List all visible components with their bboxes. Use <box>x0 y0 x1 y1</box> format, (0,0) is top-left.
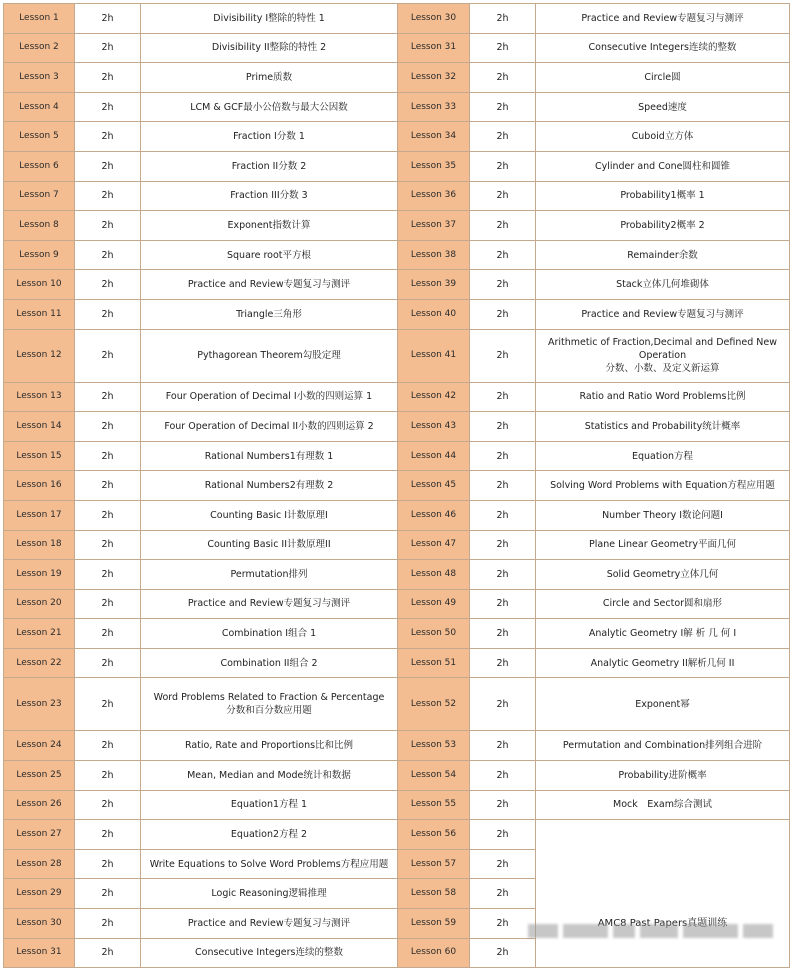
lesson-number-cell: Lesson 35 <box>398 151 470 181</box>
lesson-topic-cell: Four Operation of Decimal I小数的四则运算 1 <box>141 382 398 412</box>
lesson-number-cell: Lesson 37 <box>398 211 470 241</box>
lesson-number-cell: Lesson 38 <box>398 240 470 270</box>
lesson-hours-cell: 2h <box>470 560 536 590</box>
lesson-hours-cell: 2h <box>470 619 536 649</box>
lesson-hours-cell: 2h <box>75 790 141 820</box>
lesson-hours-cell: 2h <box>470 382 536 412</box>
table-row <box>4 4 790 34</box>
lesson-topic-cell: Equation1方程 1 <box>141 790 398 820</box>
lesson-topic-cell: Analytic Geometry I解 析 几 何 I <box>536 619 790 649</box>
lesson-topic-cell: Probability2概率 2 <box>536 211 790 241</box>
lesson-hours-cell: 2h <box>75 619 141 649</box>
lesson-topic-cell: Cuboid立方体 <box>536 122 790 152</box>
lesson-hours-cell: 2h <box>470 500 536 530</box>
lesson-topic-cell: Practice and Review专题复习与测评 <box>536 4 790 34</box>
lesson-hours-cell: 2h <box>75 849 141 879</box>
lesson-hours-cell: 2h <box>470 122 536 152</box>
lesson-topic-cell: Exponent幂 <box>536 678 790 731</box>
lesson-hours-cell: 2h <box>75 151 141 181</box>
lesson-topic-cell: Circle圆 <box>536 63 790 93</box>
table-row <box>4 678 790 731</box>
lesson-topic-cell: Equation方程 <box>536 441 790 471</box>
lesson-topic-cell: Pythagorean Theorem勾股定理 <box>141 329 398 382</box>
lesson-number-cell: Lesson 31 <box>398 33 470 63</box>
lesson-number-cell: Lesson 5 <box>4 122 75 152</box>
lesson-hours-cell: 2h <box>470 820 536 850</box>
table-row <box>4 122 790 152</box>
lesson-hours-cell: 2h <box>470 299 536 329</box>
lesson-topic-cell: Mock Exam综合测试 <box>536 790 790 820</box>
lesson-hours-cell: 2h <box>75 181 141 211</box>
lesson-number-cell: Lesson 49 <box>398 589 470 619</box>
lesson-topic-cell: Four Operation of Decimal II小数的四则运算 2 <box>141 412 398 442</box>
lesson-number-cell: Lesson 23 <box>4 678 75 731</box>
lesson-hours-cell: 2h <box>75 33 141 63</box>
lesson-topic-cell: Practice and Review专题复习与测评 <box>141 270 398 300</box>
lesson-topic-cell: Square root平方根 <box>141 240 398 270</box>
lesson-number-cell: Lesson 46 <box>398 500 470 530</box>
lesson-hours-cell: 2h <box>75 412 141 442</box>
table-row <box>4 820 790 850</box>
lesson-topic-cell: Counting Basic I计数原理I <box>141 500 398 530</box>
lesson-hours-cell: 2h <box>75 500 141 530</box>
lesson-hours-cell: 2h <box>75 648 141 678</box>
lesson-number-cell: Lesson 26 <box>4 790 75 820</box>
lesson-hours-cell: 2h <box>470 909 536 939</box>
table-row <box>4 731 790 761</box>
lesson-number-cell: Lesson 3 <box>4 63 75 93</box>
lesson-number-cell: Lesson 20 <box>4 589 75 619</box>
lesson-number-cell: Lesson 45 <box>398 471 470 501</box>
lesson-number-cell: Lesson 24 <box>4 731 75 761</box>
lesson-number-cell: Lesson 18 <box>4 530 75 560</box>
lesson-hours-cell: 2h <box>470 33 536 63</box>
table-row <box>4 299 790 329</box>
lesson-hours-cell: 2h <box>470 471 536 501</box>
lesson-topic-cell: Remainder余数 <box>536 240 790 270</box>
lesson-topic-cell: Practice and Review专题复习与测评 <box>141 909 398 939</box>
lesson-hours-cell: 2h <box>470 329 536 382</box>
table-row <box>4 619 790 649</box>
lesson-hours-cell: 2h <box>75 879 141 909</box>
lesson-number-cell: Lesson 33 <box>398 92 470 122</box>
lesson-hours-cell: 2h <box>470 938 536 968</box>
lesson-topic-cell: Plane Linear Geometry平面几何 <box>536 530 790 560</box>
lesson-hours-cell: 2h <box>75 678 141 731</box>
lesson-hours-cell: 2h <box>470 92 536 122</box>
lesson-hours-cell: 2h <box>470 240 536 270</box>
lesson-hours-cell: 2h <box>470 4 536 34</box>
lesson-hours-cell: 2h <box>470 211 536 241</box>
lesson-topic-cell: Permutation and Combination排列组合进阶 <box>536 731 790 761</box>
lesson-hours-cell: 2h <box>75 63 141 93</box>
lesson-hours-cell: 2h <box>470 648 536 678</box>
lesson-number-cell: Lesson 6 <box>4 151 75 181</box>
lesson-hours-cell: 2h <box>75 211 141 241</box>
lesson-topic-cell: Number Theory I数论问题I <box>536 500 790 530</box>
lesson-hours-cell: 2h <box>75 441 141 471</box>
lesson-hours-cell: 2h <box>470 589 536 619</box>
lesson-number-cell: Lesson 31 <box>4 938 75 968</box>
lesson-topic-cell: LCM & GCF最小公倍数与最大公因数 <box>141 92 398 122</box>
lesson-hours-cell: 2h <box>470 441 536 471</box>
lesson-topic-cell: Rational Numbers1有理数 1 <box>141 441 398 471</box>
lesson-number-cell: Lesson 47 <box>398 530 470 560</box>
lesson-topic-cell: Probability进阶概率 <box>536 761 790 791</box>
lesson-number-cell: Lesson 28 <box>4 849 75 879</box>
table-row <box>4 471 790 501</box>
lesson-number-cell: Lesson 1 <box>4 4 75 34</box>
lesson-topic-cell: Consecutive Integers连续的整数 <box>141 938 398 968</box>
schedule-body <box>4 4 790 968</box>
lesson-topic-cell: Practice and Review专题复习与测评 <box>141 589 398 619</box>
lesson-hours-cell: 2h <box>75 92 141 122</box>
lesson-hours-cell: 2h <box>75 270 141 300</box>
lesson-number-cell: Lesson 2 <box>4 33 75 63</box>
lesson-hours-cell: 2h <box>470 849 536 879</box>
lesson-number-cell: Lesson 52 <box>398 678 470 731</box>
lesson-hours-cell: 2h <box>75 471 141 501</box>
lesson-number-cell: Lesson 9 <box>4 240 75 270</box>
lesson-number-cell: Lesson 55 <box>398 790 470 820</box>
lesson-number-cell: Lesson 12 <box>4 329 75 382</box>
table-row <box>4 560 790 590</box>
lesson-topic-cell: Word Problems Related to Fraction & Percentage 分数和百分数应用题 <box>141 678 398 731</box>
lesson-number-cell: Lesson 30 <box>398 4 470 34</box>
lesson-topic-cell: Logic Reasoning逻辑推理 <box>141 879 398 909</box>
lesson-number-cell: Lesson 16 <box>4 471 75 501</box>
lesson-topic-cell: Ratio and Ratio Word Problems比例 <box>536 382 790 412</box>
lesson-number-cell: Lesson 53 <box>398 731 470 761</box>
lesson-number-cell: Lesson 7 <box>4 181 75 211</box>
lesson-topic-cell: Divisibility I整除的特性 1 <box>141 4 398 34</box>
lesson-number-cell: Lesson 59 <box>398 909 470 939</box>
table-row <box>4 33 790 63</box>
lesson-number-cell: Lesson 39 <box>398 270 470 300</box>
lesson-number-cell: Lesson 27 <box>4 820 75 850</box>
lesson-hours-cell: 2h <box>470 879 536 909</box>
table-row <box>4 500 790 530</box>
lesson-number-cell: Lesson 4 <box>4 92 75 122</box>
lesson-topic-cell: Solid Geometry立体几何 <box>536 560 790 590</box>
lesson-topic-cell: Arithmetic of Fraction,Decimal and Defined New Operation 分数、小数、及定义新运算 <box>536 329 790 382</box>
lesson-hours-cell: 2h <box>470 181 536 211</box>
lesson-topic-cell: Triangle三角形 <box>141 299 398 329</box>
lesson-number-cell: Lesson 11 <box>4 299 75 329</box>
lesson-topic-cell: Rational Numbers2有理数 2 <box>141 471 398 501</box>
table-row <box>4 761 790 791</box>
lesson-number-cell: Lesson 44 <box>398 441 470 471</box>
lesson-hours-cell: 2h <box>470 270 536 300</box>
lesson-hours-cell: 2h <box>470 151 536 181</box>
lesson-number-cell: Lesson 60 <box>398 938 470 968</box>
lesson-topic-cell: Mean, Median and Mode统计和数据 <box>141 761 398 791</box>
lesson-number-cell: Lesson 51 <box>398 648 470 678</box>
lesson-number-cell: Lesson 32 <box>398 63 470 93</box>
lesson-number-cell: Lesson 34 <box>398 122 470 152</box>
lesson-number-cell: Lesson 13 <box>4 382 75 412</box>
lesson-number-cell: Lesson 50 <box>398 619 470 649</box>
lesson-topic-cell: Consecutive Integers连续的整数 <box>536 33 790 63</box>
lesson-topic-cell: Practice and Review专题复习与测评 <box>536 299 790 329</box>
table-row <box>4 151 790 181</box>
lesson-number-cell: Lesson 29 <box>4 879 75 909</box>
lesson-topic-cell: Solving Word Problems with Equation方程应用题 <box>536 471 790 501</box>
lesson-topic-cell: Ratio, Rate and Proportions比和比例 <box>141 731 398 761</box>
lesson-topic-cell: Fraction II分数 2 <box>141 151 398 181</box>
lesson-number-cell: Lesson 41 <box>398 329 470 382</box>
lesson-number-cell: Lesson 8 <box>4 211 75 241</box>
lesson-hours-cell: 2h <box>75 589 141 619</box>
lesson-hours-cell: 2h <box>75 299 141 329</box>
lesson-hours-cell: 2h <box>75 530 141 560</box>
table-row <box>4 790 790 820</box>
lesson-hours-cell: 2h <box>75 938 141 968</box>
lesson-number-cell: Lesson 19 <box>4 560 75 590</box>
lesson-number-cell: Lesson 10 <box>4 270 75 300</box>
lesson-number-cell: Lesson 36 <box>398 181 470 211</box>
lesson-topic-cell: Combination I组合 1 <box>141 619 398 649</box>
lesson-number-cell: Lesson 42 <box>398 382 470 412</box>
lesson-number-cell: Lesson 17 <box>4 500 75 530</box>
table-row <box>4 92 790 122</box>
lesson-number-cell: Lesson 58 <box>398 879 470 909</box>
table-row <box>4 412 790 442</box>
lesson-topic-cell: Exponent指数计算 <box>141 211 398 241</box>
table-row <box>4 211 790 241</box>
lesson-hours-cell: 2h <box>470 678 536 731</box>
lesson-number-cell: Lesson 21 <box>4 619 75 649</box>
lesson-number-cell: Lesson 25 <box>4 761 75 791</box>
lesson-hours-cell: 2h <box>75 731 141 761</box>
lesson-number-cell: Lesson 56 <box>398 820 470 850</box>
lesson-topic-cell: Cylinder and Cone圆柱和圆锥 <box>536 151 790 181</box>
table-row <box>4 648 790 678</box>
lesson-number-cell: Lesson 57 <box>398 849 470 879</box>
table-row <box>4 329 790 382</box>
lesson-hours-cell: 2h <box>75 382 141 412</box>
lesson-topic-cell: Fraction I分数 1 <box>141 122 398 152</box>
lesson-topic-cell: Equation2方程 2 <box>141 820 398 850</box>
lesson-hours-cell: 2h <box>470 761 536 791</box>
lesson-hours-cell: 2h <box>75 820 141 850</box>
lesson-number-cell: Lesson 14 <box>4 412 75 442</box>
lesson-number-cell: Lesson 30 <box>4 909 75 939</box>
lesson-topic-cell: Probability1概率 1 <box>536 181 790 211</box>
lesson-number-cell: Lesson 22 <box>4 648 75 678</box>
lesson-hours-cell: 2h <box>75 909 141 939</box>
lesson-number-cell: Lesson 15 <box>4 441 75 471</box>
lesson-hours-cell: 2h <box>470 731 536 761</box>
lesson-topic-cell: Stack立体几何堆砌体 <box>536 270 790 300</box>
table-row <box>4 530 790 560</box>
lesson-hours-cell: 2h <box>470 530 536 560</box>
lesson-topic-cell: Analytic Geometry II解析几何 II <box>536 648 790 678</box>
table-row <box>4 181 790 211</box>
table-row <box>4 270 790 300</box>
lesson-topic-cell: Circle and Sector圆和扇形 <box>536 589 790 619</box>
lesson-hours-cell: 2h <box>75 560 141 590</box>
lesson-number-cell: Lesson 54 <box>398 761 470 791</box>
table-row <box>4 441 790 471</box>
lesson-number-cell: Lesson 40 <box>398 299 470 329</box>
lesson-hours-cell: 2h <box>75 329 141 382</box>
lesson-topic-cell: Speed速度 <box>536 92 790 122</box>
lesson-schedule-table <box>3 3 790 968</box>
lesson-topic-cell: Counting Basic II计数原理II <box>141 530 398 560</box>
lesson-number-cell: Lesson 48 <box>398 560 470 590</box>
lesson-hours-cell: 2h <box>75 240 141 270</box>
lesson-topic-cell: Write Equations to Solve Word Problems方程应用题 <box>141 849 398 879</box>
table-row <box>4 63 790 93</box>
lesson-hours-cell: 2h <box>75 4 141 34</box>
lesson-topic-cell: Statistics and Probability统计概率 <box>536 412 790 442</box>
lesson-hours-cell: 2h <box>470 790 536 820</box>
table-row <box>4 589 790 619</box>
lesson-topic-cell: Permutation排列 <box>141 560 398 590</box>
lesson-hours-cell: 2h <box>470 412 536 442</box>
lesson-topic-cell: Fraction III分数 3 <box>141 181 398 211</box>
lesson-topic-cell: Divisibility II整除的特性 2 <box>141 33 398 63</box>
lesson-topic-cell: Combination II组合 2 <box>141 648 398 678</box>
lesson-hours-cell: 2h <box>75 761 141 791</box>
lesson-number-cell: Lesson 43 <box>398 412 470 442</box>
table-row <box>4 240 790 270</box>
lesson-hours-cell: 2h <box>75 122 141 152</box>
lesson-hours-cell: 2h <box>470 63 536 93</box>
blurred-watermark <box>528 916 778 946</box>
table-row <box>4 382 790 412</box>
lesson-topic-cell: Prime质数 <box>141 63 398 93</box>
